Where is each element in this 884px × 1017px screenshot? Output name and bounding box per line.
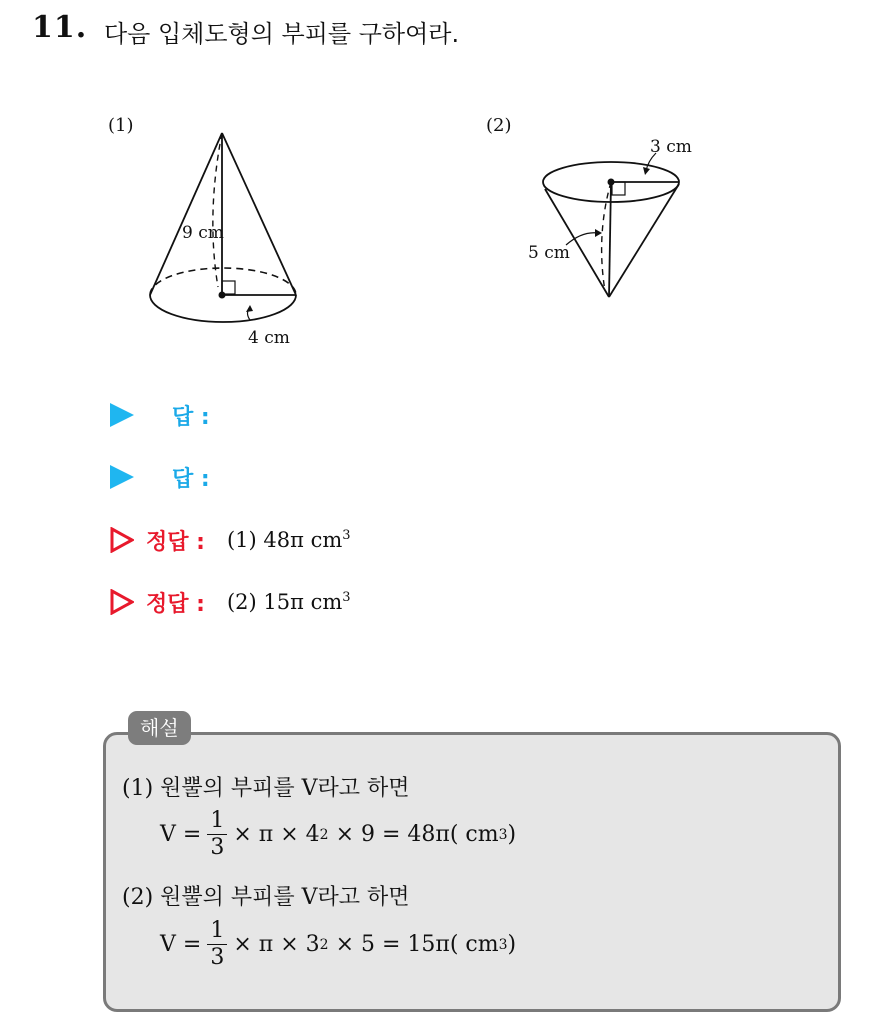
- solution-line-2: (2) 원뿔의 부피를 V라고 하면: [122, 885, 410, 910]
- play-arrow-icon: [110, 465, 134, 489]
- fraction: $\frac{1}{3}$: [207, 808, 227, 861]
- figure-2-height-label: 5 cm: [528, 243, 570, 263]
- correct-label: 정답 :: [146, 529, 205, 555]
- outline-arrow-icon: [110, 527, 134, 553]
- figure-1-radius-label: 4 cm: [248, 328, 290, 348]
- answer-label: 답 :: [172, 466, 210, 492]
- solution-equation-2: V = $\frac{1}{3}$ × π × 3 2 × 5 = 15π( cm 3 ): [160, 918, 517, 970]
- solution-tag: 해설: [128, 711, 191, 745]
- figure-2-label: (2): [486, 115, 512, 136]
- correct-answer-value: (1) 48π $cm^3$: [226, 528, 351, 552]
- outline-arrow-icon: [110, 589, 134, 615]
- correct-answer-value: (2) 15π $cm^3$: [226, 590, 351, 614]
- fraction: $\frac{1}{3}$: [207, 918, 227, 971]
- question-text: 다음 입체도형의 부피를 구하여라.: [104, 20, 460, 48]
- answer-label: 답 :: [172, 404, 210, 430]
- answer-blank-2: [110, 457, 210, 497]
- question-number: 11.: [32, 10, 88, 45]
- correct-answer-2: [110, 582, 351, 622]
- answer-blank-1: [110, 395, 210, 435]
- play-arrow-icon: [110, 403, 134, 427]
- figure-2-radius-label: 3 cm: [650, 137, 692, 157]
- correct-answer-1: [110, 520, 351, 560]
- figure-2-cone: [478, 105, 718, 315]
- figure-1-height-label: 9 cm: [182, 223, 224, 243]
- figure-1-cone: [100, 105, 330, 355]
- solution-equation-1: V = $\frac{1}{3}$ × π × 4 2 × 9 = 48π( cm 3 ): [160, 808, 517, 860]
- figure-1-label: (1): [108, 115, 134, 136]
- correct-label: 정답 :: [146, 591, 205, 617]
- solution-line-1: (1) 원뿔의 부피를 V라고 하면: [122, 776, 410, 801]
